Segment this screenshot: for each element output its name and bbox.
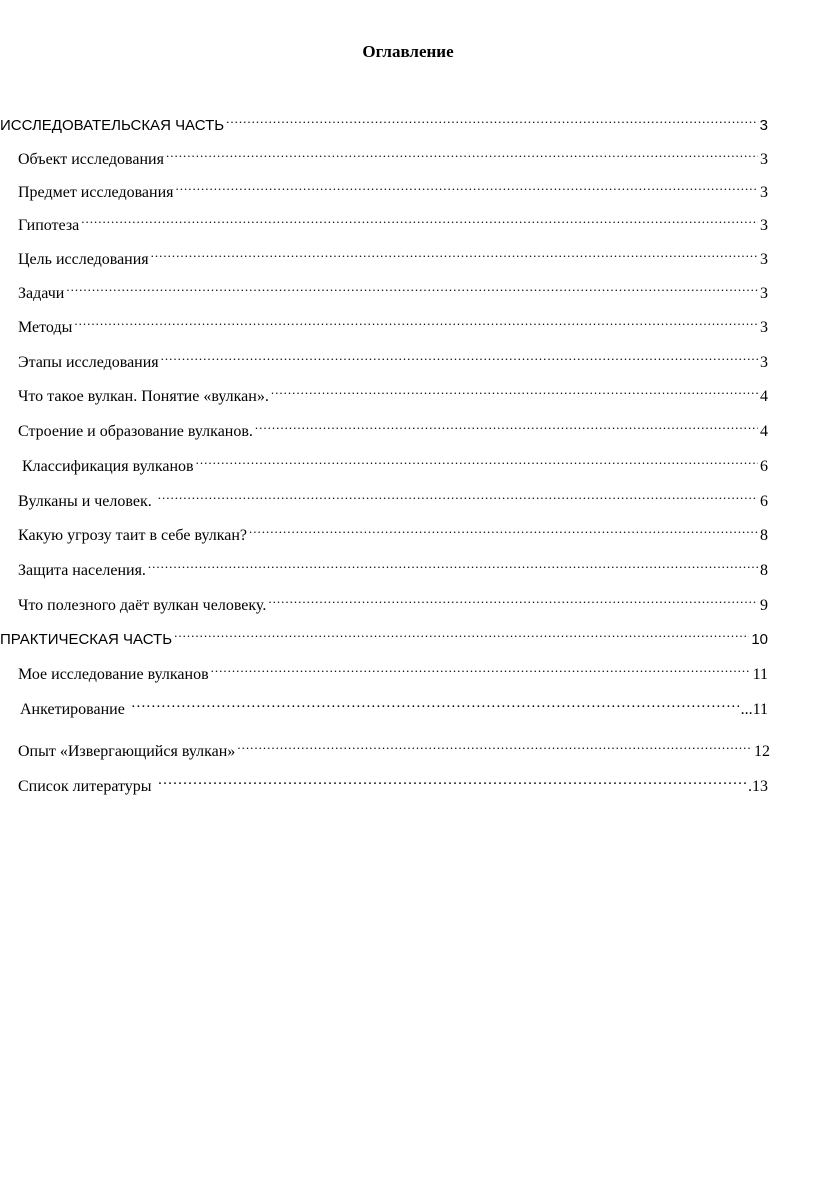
dot-leader xyxy=(151,242,758,264)
toc-entry-label: Вулканы и человек. xyxy=(18,493,156,510)
toc-entry-practical-part[interactable] xyxy=(0,622,768,648)
toc-entry-protection[interactable] xyxy=(18,553,768,579)
toc-entry-label: ПРАКТИЧЕСКАЯ ЧАСТЬ xyxy=(0,631,173,648)
toc-entry-page: 6 xyxy=(760,458,768,475)
toc-entry-page: 11 xyxy=(752,666,768,683)
toc-entry-stages[interactable] xyxy=(18,345,768,371)
toc-entry-page: ...11 xyxy=(740,701,768,718)
toc-entry-label: Какую угрозу таит в себе вулкан? xyxy=(18,527,248,544)
toc-entry-page: 3 xyxy=(760,151,768,168)
toc-entry-volcanoes-and-humans[interactable] xyxy=(18,484,768,510)
toc-entry-label: Гипотеза xyxy=(18,217,80,234)
dot-leader xyxy=(268,588,758,610)
dot-leader xyxy=(174,622,749,644)
toc-entry-label: Этапы исследования xyxy=(18,354,159,371)
toc-entry-label: Цель исследования xyxy=(18,251,149,268)
toc-entry-page: 4 xyxy=(760,388,768,405)
toc-entry-object[interactable] xyxy=(18,142,768,168)
toc-entry-structure[interactable] xyxy=(18,414,768,440)
toc-entry-page: 3 xyxy=(760,217,768,234)
toc-entry-label: Что такое вулкан. Понятие «вулкан». xyxy=(18,388,269,405)
dot-leader xyxy=(161,345,758,367)
toc-entry-experiment[interactable] xyxy=(18,734,770,760)
dot-leader xyxy=(158,484,758,506)
toc-entry-page: 8 xyxy=(760,527,768,544)
toc-entry-benefits[interactable] xyxy=(18,588,768,614)
dot-leader xyxy=(211,657,751,679)
toc-entry-label: Мое исследование вулканов xyxy=(18,666,209,683)
toc-entry-label: Список литературы xyxy=(18,778,156,795)
dot-leader xyxy=(255,414,758,436)
toc-entry-page: 10 xyxy=(751,631,768,648)
toc-entry-bibliography[interactable] xyxy=(18,769,768,795)
toc-entry-classification[interactable] xyxy=(18,449,768,475)
toc-entry-label: Защита населения. xyxy=(18,562,146,579)
toc-entry-label: Строение и образование вулканов. xyxy=(18,423,253,440)
dot-leader xyxy=(148,553,758,575)
toc-entry-page: 9 xyxy=(760,597,768,614)
toc-entry-label: Анкетирование xyxy=(20,701,129,718)
dot-leader xyxy=(81,208,758,230)
toc-entry-survey[interactable] xyxy=(20,692,768,718)
toc-entry-page: 3 xyxy=(760,285,768,302)
toc-entry-page: 3 xyxy=(760,354,768,371)
toc-entry-page: 3 xyxy=(760,184,768,201)
toc-entry-goal[interactable] xyxy=(18,242,768,268)
toc-entry-methods[interactable] xyxy=(18,310,768,336)
dot-leader xyxy=(196,449,758,471)
toc-entry-page: 3 xyxy=(759,117,768,134)
toc-entry-label: ИССЛЕДОВАТЕЛЬСКАЯ ЧАСТЬ xyxy=(0,117,225,134)
toc-entry-my-research[interactable] xyxy=(18,657,768,683)
ellipsis-leader xyxy=(158,769,746,791)
toc-entry-page: 8 xyxy=(760,562,768,579)
toc-entry-label: Задачи xyxy=(18,285,65,302)
toc-entry-label: Что полезного даёт вулкан человеку. xyxy=(18,597,267,614)
dot-leader xyxy=(237,734,752,756)
toc-entry-label: Предмет исследования xyxy=(18,184,174,201)
toc-entry-label: Классификация вулканов xyxy=(18,458,194,475)
dot-leader xyxy=(74,310,758,332)
toc-entry-hypothesis[interactable] xyxy=(18,208,768,234)
toc-entry-page: 4 xyxy=(760,423,768,440)
toc-entry-research-part[interactable] xyxy=(0,108,768,134)
toc-entry-subject[interactable] xyxy=(18,175,768,201)
toc-entry-label: Объект исследования xyxy=(18,151,164,168)
toc-entry-page: 6 xyxy=(760,493,768,510)
toc-entry-page: 3 xyxy=(760,251,768,268)
toc-entry-page: .13 xyxy=(748,778,768,795)
toc-entry-what-is-volcano[interactable] xyxy=(18,379,768,405)
toc-entry-tasks[interactable] xyxy=(18,276,768,302)
dot-leader xyxy=(249,518,758,540)
dot-leader xyxy=(166,142,758,164)
toc-entry-page: 12 xyxy=(754,743,770,760)
toc-entry-threat[interactable] xyxy=(18,518,768,544)
dot-leader xyxy=(66,276,758,298)
page-title: Оглавление xyxy=(362,42,454,61)
dot-leader xyxy=(176,175,758,197)
dot-leader xyxy=(226,108,758,130)
ellipsis-leader xyxy=(131,692,739,714)
dot-leader xyxy=(271,379,758,401)
toc-entry-label: Методы xyxy=(18,319,73,336)
toc-entry-label: Опыт «Извергающийся вулкан» xyxy=(18,743,236,760)
toc-entry-page: 3 xyxy=(760,319,768,336)
